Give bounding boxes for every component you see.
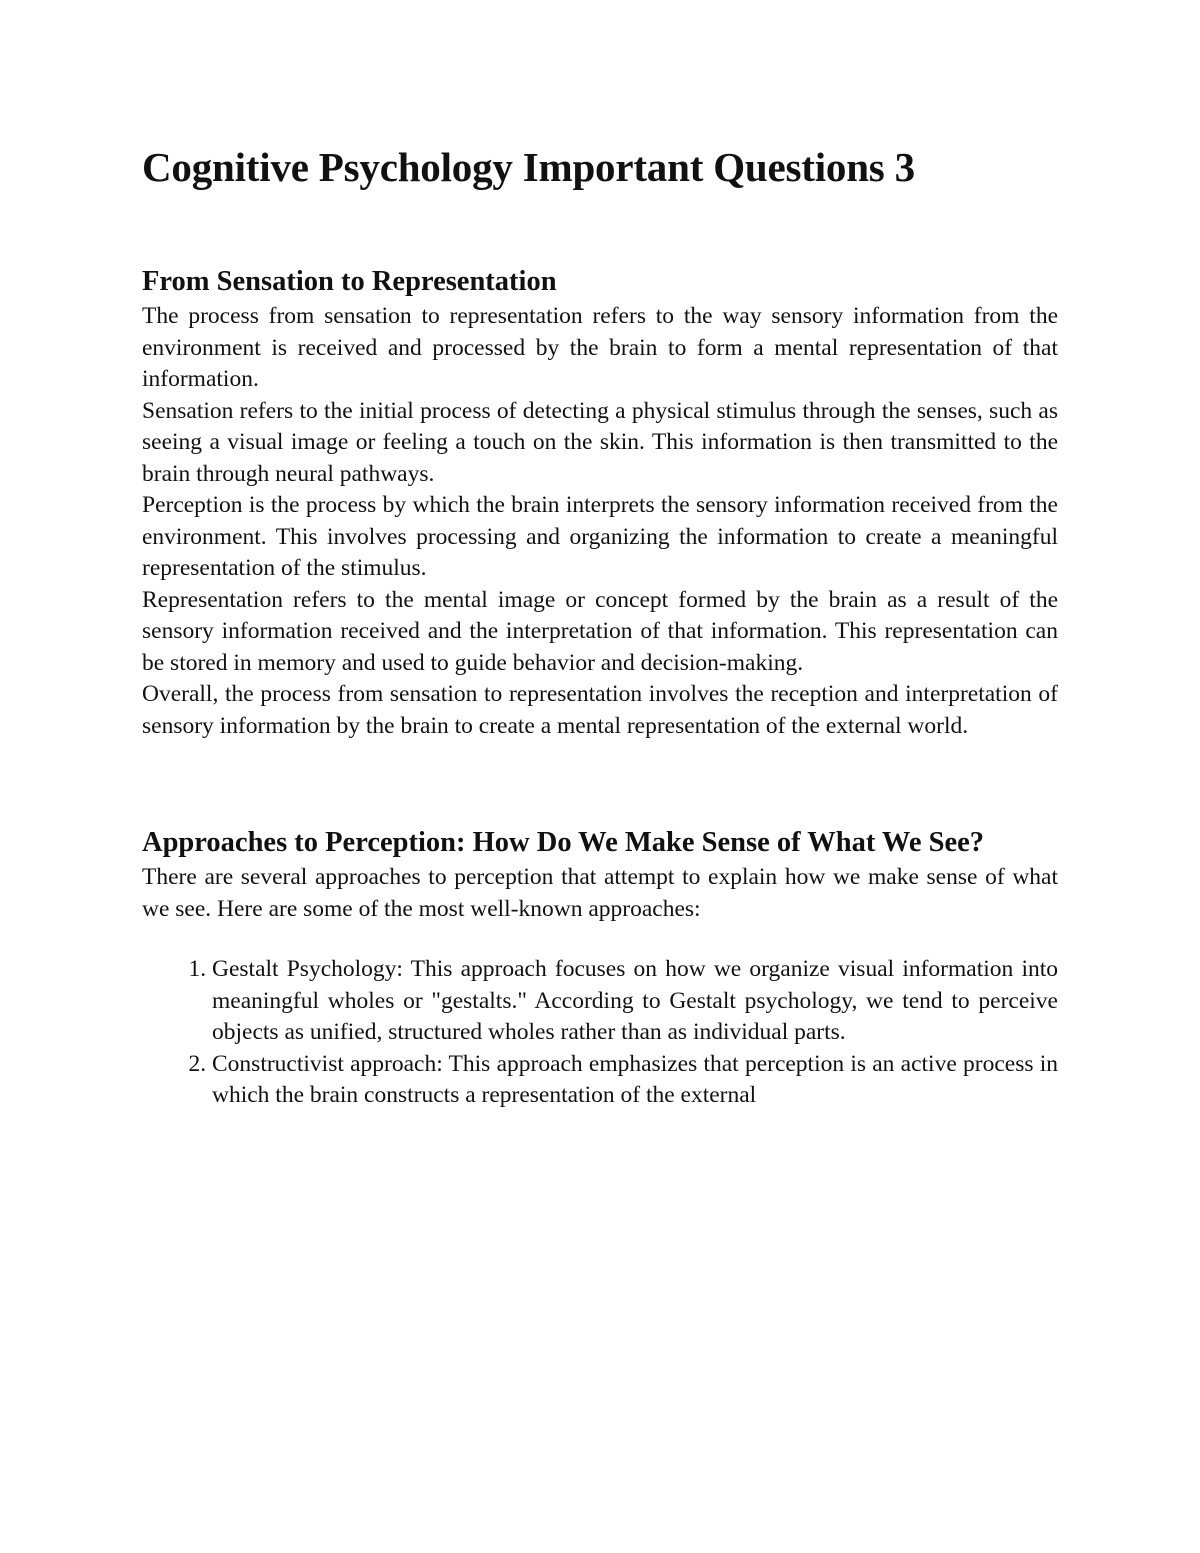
paragraph: Sensation refers to the initial process of detecting a physical stimulus through the senses, such as seeing a visual image or feeling a touch on the skin. This information is then transmitted to the brain through neural pathways. — [142, 397, 1058, 487]
approaches-list — [142, 954, 1058, 1112]
document-page — [142, 140, 1058, 1112]
list-item: 2. Constructivist approach: This approach emphasizes that perception is an active process in which the brain constructs a representation of the external — [212, 1049, 1058, 1112]
paragraph: Representation refers to the mental image or concept formed by the brain as a result of the sensory information received and the interpretation of that information. This representation can be stored in memory and used to guide behavior and decision-making. — [142, 586, 1058, 676]
paragraph: Overall, the process from sensation to representation involves the reception and interpretation of sensory information by the brain to create a mental representation of the external world. — [142, 681, 1058, 739]
paragraph: The process from sensation to representation refers to the way sensory information from the environment is received and processed by the brain to form a mental representation of that information. — [142, 303, 1058, 392]
document-title: Cognitive Psychology Important Questions 3 — [142, 144, 915, 190]
list-item: 1. Gestalt Psychology: This approach focuses on how we organize visual information into meaningful wholes or "gestalts." According to Gestalt psychology, we tend to perceive objects as unified, structured wholes rather than as individual parts. — [212, 954, 1058, 1049]
section-heading-sensation: From Sensation to Representation — [142, 266, 557, 297]
paragraph: Perception is the process by which the brain interprets the sensory information received from the environment. This involves processing and organizing the information to create a meaningful representation of the stimulus. — [142, 492, 1058, 581]
section-heading-approaches: Approaches to Perception: How Do We Make Sense of What We See? — [142, 827, 985, 858]
intro-paragraph: There are several approaches to perception that attempt to explain how we make sense of what we see. Here are some of the most well-known approaches: — [142, 864, 1058, 922]
